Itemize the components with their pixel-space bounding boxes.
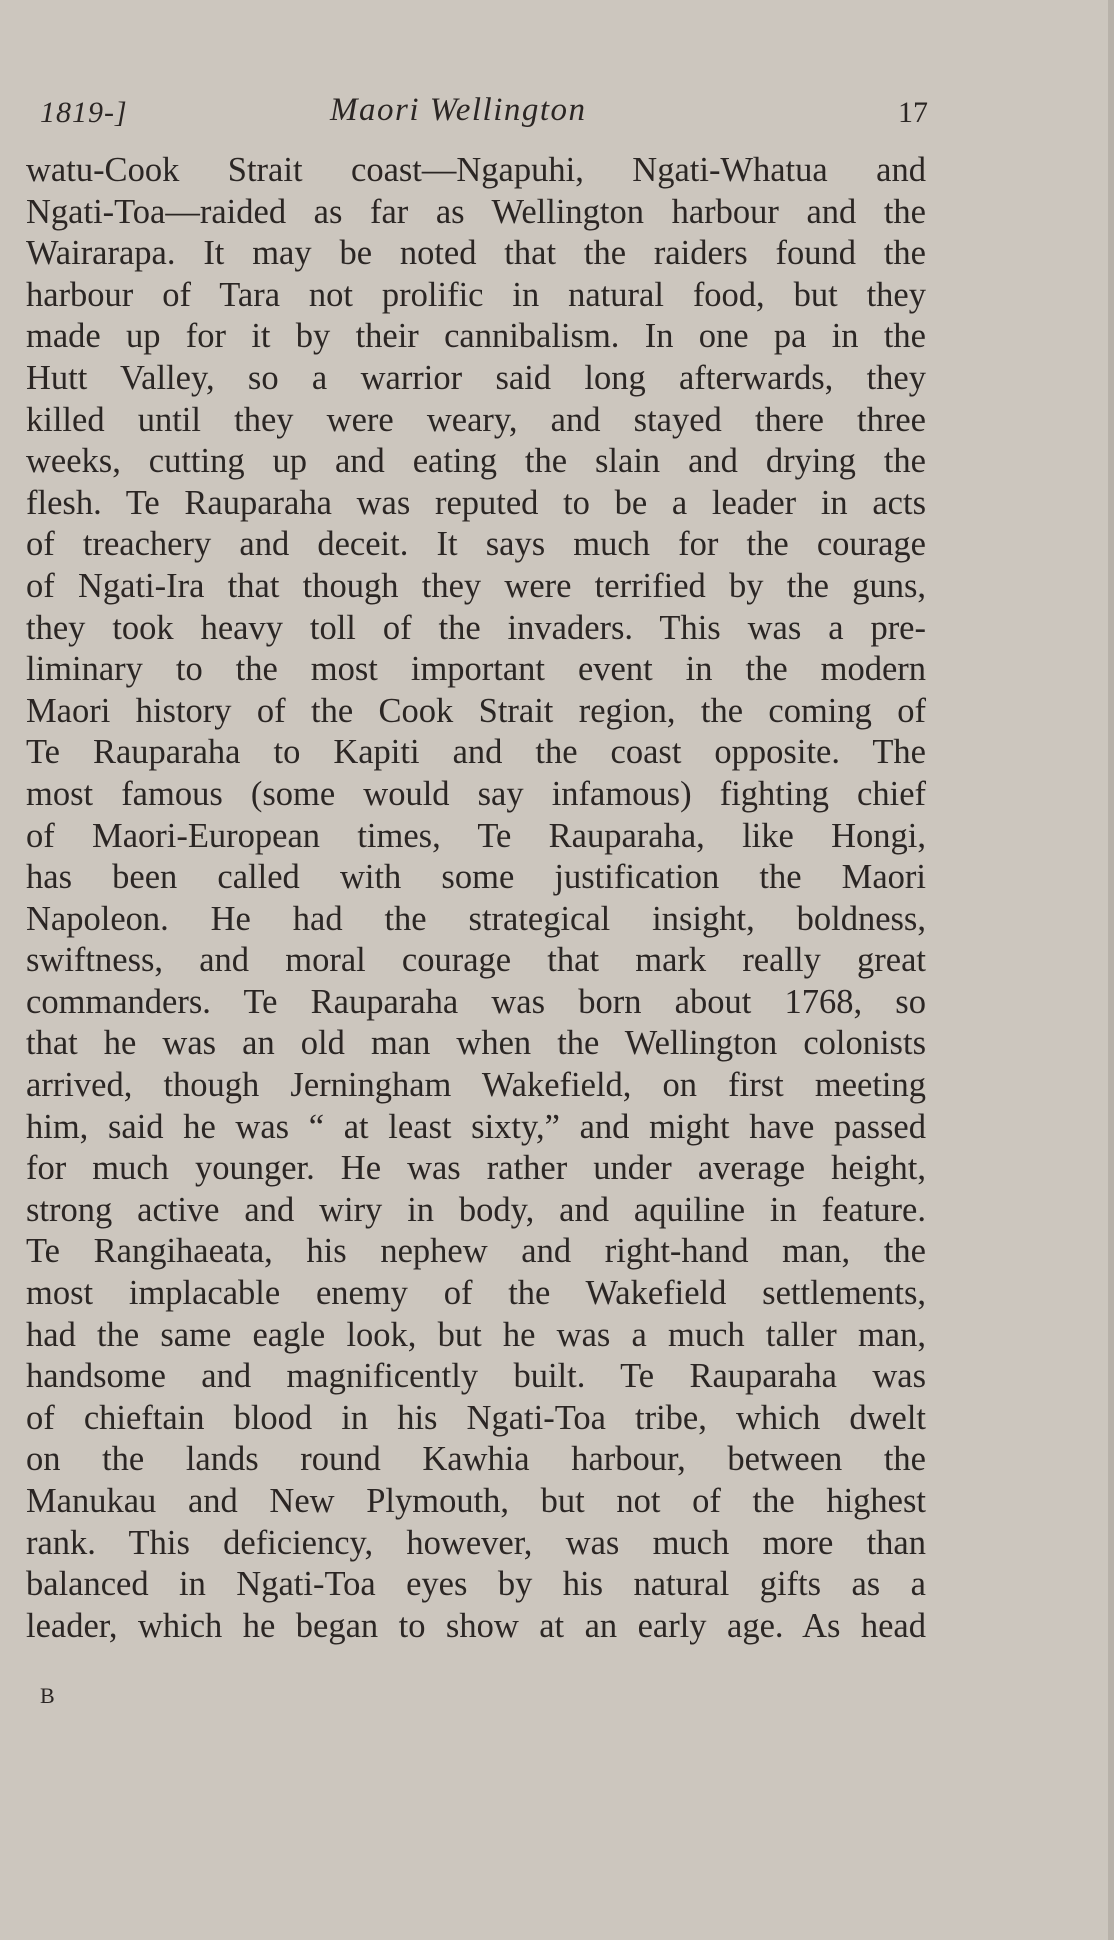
text-line: strong active and wiry in body, and aquiline in feature. xyxy=(26,1190,926,1229)
text-line: harbour of Tara not prolific in natural food, but they xyxy=(26,275,926,314)
running-head-title: Maori Wellington xyxy=(330,92,587,128)
text-line: Manukau and New Plymouth, but not of the highest xyxy=(26,1482,926,1520)
text-line: liminary to the most important event in the modern xyxy=(26,650,926,689)
text-line: of Ngati-Ira that though they were terrified by the guns, xyxy=(26,566,926,605)
text-line: balanced in Ngati-Toa eyes by his natural gifts as a xyxy=(26,1565,926,1604)
text-line: most implacable enemy of the Wakefield settlements, xyxy=(26,1274,926,1313)
text-line: Ngati-Toa—raided as far as Wellington harbour and the xyxy=(26,192,926,231)
text-line: Wairarapa. It may be noted that the raiders found the xyxy=(26,234,926,273)
signature-mark: B xyxy=(40,1683,55,1708)
text-line: for much younger. He was rather under average height, xyxy=(26,1149,926,1188)
text-line: Hutt Valley, so a warrior said long afterwards, they xyxy=(26,358,926,397)
text-line: of Maori-European times, Te Rauparaha, like Hongi, xyxy=(26,816,926,855)
text-line: of treachery and deceit. It says much for the courage xyxy=(26,525,926,564)
text-line: of chieftain blood in his Ngati-Toa tribe, which dwelt xyxy=(26,1398,926,1437)
text-line: him, said he was “ at least sixty,” and might have passed xyxy=(26,1107,926,1146)
text-line: leader, which he began to show at an early age. As head xyxy=(26,1606,926,1645)
body-text xyxy=(26,150,926,1647)
text-line: made up for it by their cannibalism. In one pa in the xyxy=(26,317,926,356)
text-line: that he was an old man when the Wellington colonists xyxy=(26,1024,926,1063)
text-line: arrived, though Jerningham Wakefield, on first meeting xyxy=(26,1066,926,1105)
text-line: they took heavy toll of the invaders. This was a pre- xyxy=(26,608,926,647)
text-line: Te Rangihaeata, his nephew and right-hand man, the xyxy=(26,1232,926,1271)
text-line: most famous (some would say infamous) fighting chief xyxy=(26,774,926,813)
text-line: Te Rauparaha to Kapiti and the coast opposite. The xyxy=(26,733,926,772)
text-line: on the lands round Kawhia harbour, between the xyxy=(26,1440,926,1479)
text-line: rank. This deficiency, however, was much more than xyxy=(26,1523,926,1562)
text-line: killed until they were weary, and stayed there three xyxy=(26,400,926,439)
page-edge-shadow xyxy=(1108,0,1114,1940)
text-line: swiftness, and moral courage that mark really great xyxy=(26,941,926,980)
text-line: Maori history of the Cook Strait region, the coming of xyxy=(26,691,926,730)
text-line: weeks, cutting up and eating the slain and drying the xyxy=(26,442,926,481)
text-line: flesh. Te Rauparaha was reputed to be a leader in acts xyxy=(26,483,926,522)
text-line: watu-Cook Strait coast—Ngapuhi, Ngati-Whatua and xyxy=(26,151,926,189)
text-line: had the same eagle look, but he was a much taller man, xyxy=(26,1315,926,1354)
text-line: commanders. Te Rauparaha was born about 1768, so xyxy=(26,982,926,1021)
running-head-date-range: 1819-] xyxy=(40,96,128,129)
page-number: 17 xyxy=(898,96,928,129)
running-head xyxy=(40,92,936,136)
text-line: has been called with some justification the Maori xyxy=(26,858,926,897)
text-line: Napoleon. He had the strategical insight, boldness, xyxy=(26,899,926,938)
text-line: handsome and magnificently built. Te Rauparaha was xyxy=(26,1357,926,1396)
